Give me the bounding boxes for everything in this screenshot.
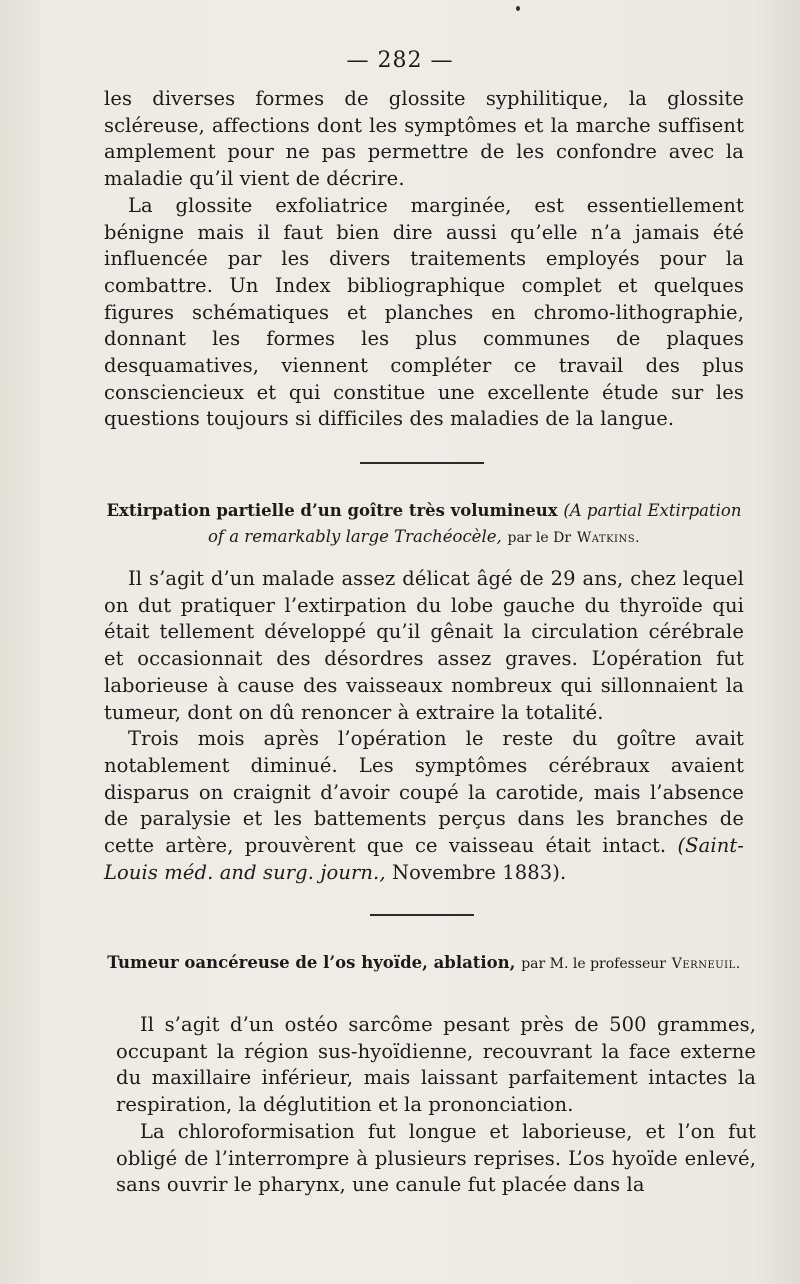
paragraph-6: La chloroformisation fut longue et laborieuse, et l’on fut obligé de l’interrompre à plusieurs reprises. L’os hyoïde enlevé, sans ouvrir le pharynx, une canule fut placée dans la [116, 1119, 756, 1197]
ink-speck [516, 6, 520, 11]
section-divider-2 [370, 914, 474, 916]
article-hyoide [104, 950, 744, 977]
article-hyoide-body [116, 1012, 756, 1199]
article-goitre-title: Extirpation partielle d’un goître très volumineux [106, 501, 558, 520]
section-glossite [104, 86, 744, 433]
article-goitre-heading [104, 498, 744, 551]
citation-journal: (Saint-Louis méd. and surg. journ., [104, 834, 744, 884]
paragraph-1: les diverses formes de glossite syphilitique, la glossite scléreuse, affections dont les symptômes et la marche suffisent amplement pour ne pas permettre de les confondre avec la maladie qu’il vient de décrire. [104, 87, 744, 191]
article-goitre-body [104, 566, 744, 886]
article-goitre-subtitle: (A partial Extirpation of a remarkably large Trachéocèle, [207, 501, 742, 546]
paragraph-5: Il s’agit d’un ostéo sarcôme pesant près de 500 grammes, occupant la région sus-hyoïdienne, recouvrant la face externe du maxillaire inférieur, mais laissant parfaitement intactes la respiration, la déglutition et la prononciation. [116, 1013, 756, 1117]
article-goitre [104, 498, 744, 551]
article-hyoide-title: Tumeur oancéreuse de l’os hyoïde, ablation, [107, 953, 516, 972]
article-goitre-author: Watkins. [576, 530, 641, 546]
article-hyoide-byline: par M. le professeur [521, 956, 666, 972]
article-goitre-byline: par le Dr [507, 530, 572, 546]
article-hyoide-author: Verneuil. [671, 956, 741, 972]
paragraph-4-text: Trois mois après l’opération le reste du goître avait notablement diminué. Les symptômes cérébraux avaient disparus on craignit d’avoir coupé la carotide, mais l’absence de paralysie et les battements perçus dans les branches de cette artère, prouvèrent que ce vaisseau était intact. [104, 727, 744, 858]
page-number: — 282 — [346, 48, 454, 73]
citation-date: Novembre 1883). [391, 860, 567, 884]
section-divider-1 [360, 462, 484, 464]
article-hyoide-heading [104, 950, 744, 977]
paragraph-2: La glossite exfoliatrice marginée, est essentiellement bénigne mais il faut bien dire aussi qu’elle n’a jamais été influencée par les divers traitements employés pour la combattre. Un Index bibliographique complet et quelques figures schématiques et planches en chromo-lithographie, donnant les formes les plus communes de plaques desquamatives, viennent compléter ce travail des plus consciencieux et qui constitue une excellente étude sur les questions toujours si difficiles des maladies de la langue. [104, 193, 744, 431]
paragraph-3: Il s’agit d’un malade assez délicat âgé de 29 ans, chez lequel on dut pratiquer l’extirpation du lobe gauche du thyroïde qui était tellement développé qu’il gênait la circulation cérébrale et occasionnait des désordres assez graves. L’opération fut laborieuse à cause des vaisseaux nombreux qui sillonnaient la tumeur, dont on dû renoncer à extraire la totalité. [104, 567, 744, 724]
paragraph-4 [104, 726, 744, 886]
